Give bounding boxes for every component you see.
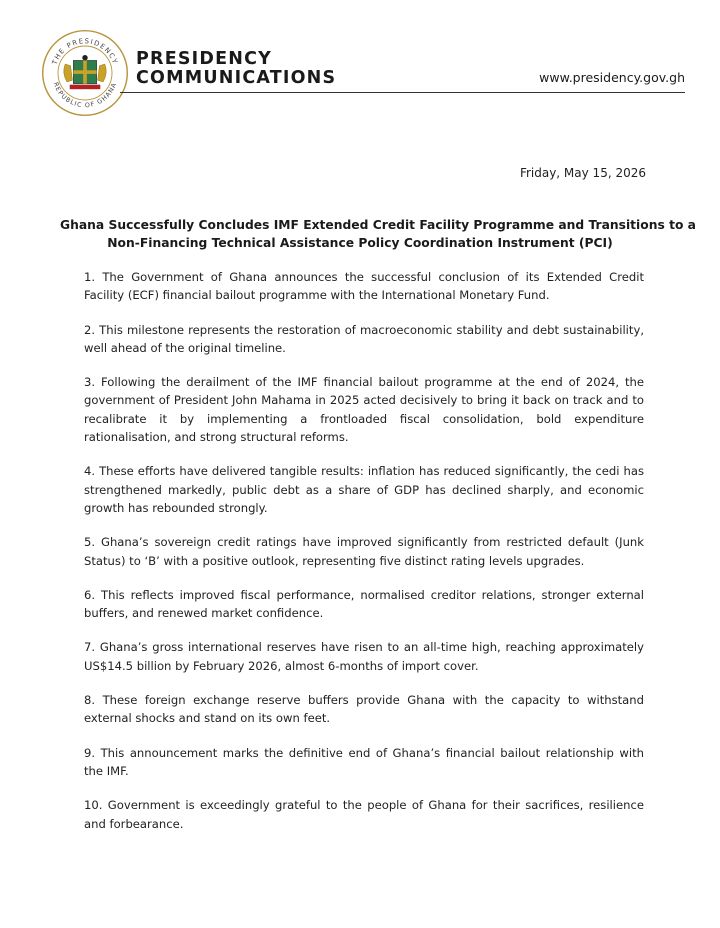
seal-top-text: THE PRESIDENCY [50,37,120,66]
release-title-line-2: Non-Financing Technical Assistance Policy Coordination Instrument (PCI) [107,236,613,250]
release-title [60,216,696,252]
paragraph-5: 5. Ghana’s sovereign credit ratings have improved significantly from restricted default (Junk Status) to ‘B’ with a positive outlook, representing five distinct rating levels upgrades. [84,535,644,568]
paragraph-1: 1. The Government of Ghana announces the successful conclusion of its Extended Credit Facility (ECF) financial bailout programme with the International Monetary Fund. [84,270,644,303]
seal-bottom-text: REPUBLIC OF GHANA [51,81,119,110]
website-url: www.presidency.gov.gh [539,70,685,85]
header-divider [120,92,685,93]
paragraph-4: 4. These efforts have delivered tangible results: inflation has reduced significantly, the cedi has strengthened markedly, public debt as a share of GDP has declined sharply, and economic growth has rebounded strongly. [84,464,644,515]
brand-line-presidency: PRESIDENCY [136,49,273,69]
paragraph-2: 2. This milestone represents the restoration of macroeconomic stability and debt sustainability, well ahead of the original timeline. [84,322,644,355]
paragraph-8: 8. These foreign exchange reserve buffers provide Ghana with the capacity to withstand external shocks and stand on its own feet. [84,693,644,726]
paragraph-9: 9. This announcement marks the definitive end of Ghana’s financial bailout relationship with the IMF. [84,745,644,778]
release-date: Friday, May 15, 2026 [519,166,646,180]
ghana-coat-of-arms-seal [40,28,130,118]
brand-wordmark [136,50,336,88]
paragraph-7: 7. Ghana’s gross international reserves have risen to an all-time high, reaching approximately US$14.5 billion by February 2026, almost 6-months of import cover. [84,640,644,673]
coat-of-arms-icon [64,55,106,89]
brand-line-communications: COMMUNICATIONS [136,68,337,88]
release-title-line-1: Ghana Successfully Concludes IMF Extended Credit Facility Programme and Transitions to a [60,218,696,232]
paragraph-6: 6. This reflects improved fiscal performance, normalised creditor relations, stronger external buffers, and renewed market confidence. [84,587,644,621]
paragraph-10: 10. Government is exceedingly grateful to the people of Ghana for their sacrifices, resilience and forbearance. [84,798,644,831]
release-body [84,268,644,849]
paragraph-3: 3. Following the derailment of the IMF financial bailout programme at the end of 2024, the government of President John Mahama in 2025 acted decisively to bring it back on track and to recalibrate it by implementing a frontloaded fiscal consolidation, bold expenditure rationalisation, and strong structural reforms. [84,375,644,445]
